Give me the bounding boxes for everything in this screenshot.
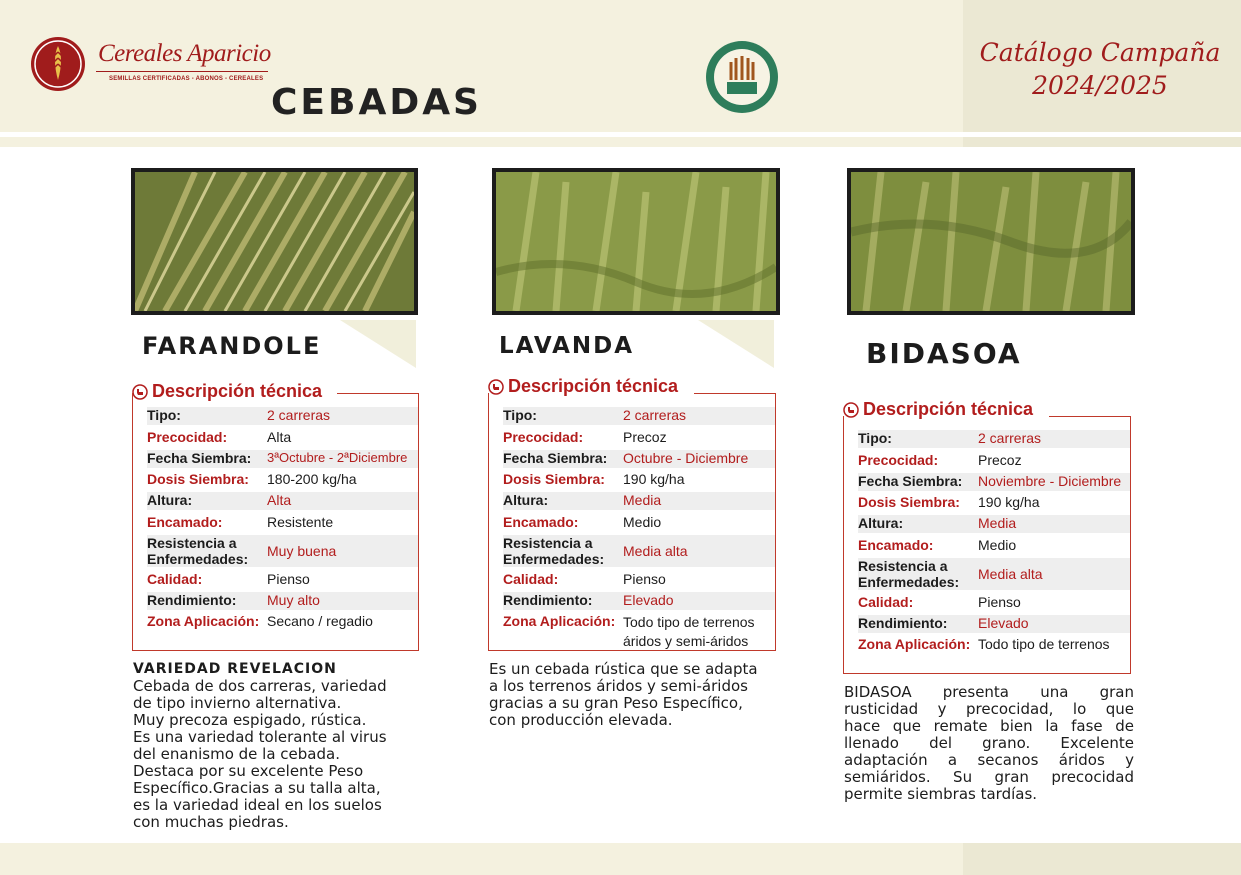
variety-name: BIDASOA: [866, 337, 1022, 370]
row-altura: [147, 492, 418, 510]
catalog-title: [964, 36, 1236, 102]
label-resistencia: [858, 558, 978, 590]
row-resistencia: [147, 535, 418, 567]
label-fecha: Fecha Siembra:: [858, 473, 963, 489]
label-altura: Altura:: [147, 492, 193, 508]
row-altura: [858, 515, 1130, 533]
label-resistencia: [147, 535, 267, 567]
value-altura: Media: [623, 492, 662, 508]
row-fecha: [858, 473, 1130, 491]
row-dosis: [858, 494, 1130, 512]
label-encamado: Encamado:: [858, 537, 934, 553]
label-encamado: Encamado:: [503, 514, 579, 530]
footer-band-right: [963, 843, 1241, 875]
row-fecha: [503, 450, 775, 468]
label-dosis: Dosis Siembra:: [503, 471, 605, 487]
value-zona: Secano / regadio: [267, 613, 373, 629]
row-tipo: [858, 430, 1130, 448]
row-resistencia: [503, 535, 775, 567]
desc-table: [488, 393, 776, 651]
variety-photo-lavanda: [492, 168, 780, 315]
row-resistencia: [858, 558, 1130, 590]
label-altura: Altura:: [858, 515, 904, 531]
value-encamado: Resistente: [267, 514, 334, 530]
label-precocidad: Precocidad:: [503, 429, 584, 445]
label-resistencia: [503, 535, 623, 567]
label-precocidad: Precocidad:: [858, 452, 939, 468]
row-calidad: [147, 571, 418, 589]
row-rendimiento: [503, 592, 775, 610]
row-encamado: [503, 514, 775, 532]
desc-line: Es un cebada rústica que se adapta: [489, 660, 758, 678]
desc-table-topline: [337, 393, 419, 394]
row-encamado: [147, 514, 418, 532]
label-encamado: Encamado:: [147, 514, 223, 530]
value-tipo: 2 carreras: [623, 407, 687, 423]
value-resistencia: Media alta: [623, 543, 688, 559]
desc-line: Cebada de dos carreras, variedad: [133, 677, 387, 695]
label-zona: Zona Aplicación:: [147, 613, 260, 629]
label-tipo: Tipo:: [858, 430, 892, 446]
brand-rule: [96, 71, 268, 72]
desc-line: Es una variedad tolerante al virus: [133, 728, 387, 746]
catalog-line-1: Catálogo Campaña: [979, 38, 1221, 67]
decorative-wedge: [340, 320, 416, 368]
desc-line: de tipo invierno alternativa.: [133, 694, 342, 712]
value-calidad: Pienso: [623, 571, 666, 587]
desc-line: llenado del grano. Excelente: [844, 734, 1134, 752]
value-rendimiento: Elevado: [978, 615, 1029, 631]
desc-line: rusticidad y precocidad, lo que: [844, 700, 1134, 718]
value-fecha: 3ªOctubre - 2ªDiciembre: [267, 450, 408, 465]
variety-photo-bidasoa: [847, 168, 1135, 315]
desc-line: semiáridos. Su gran precocidad: [844, 768, 1134, 786]
row-precocidad: [858, 452, 1130, 470]
value-zona: [623, 613, 755, 651]
label-calidad: Calidad:: [858, 594, 914, 610]
value-precocidad: Precoz: [623, 429, 667, 445]
row-encamado: [858, 537, 1130, 555]
label-resistencia-line2: Enfermedades:: [147, 551, 249, 567]
value-dosis: 190 kg/ha: [623, 471, 685, 487]
row-zona: [503, 613, 775, 649]
label-fecha: Fecha Siembra:: [503, 450, 608, 466]
label-tipo: Tipo:: [147, 407, 181, 423]
variety-name: FARANDOLE: [142, 332, 322, 360]
desc-heading-label: Descripción técnica: [863, 399, 1034, 419]
row-tipo: [503, 407, 775, 425]
label-rendimiento: Rendimiento:: [147, 592, 237, 608]
row-calidad: [858, 594, 1130, 612]
label-resistencia-line2: Enfermedades:: [858, 574, 960, 590]
desc-table-topline: [694, 393, 776, 394]
label-zona: Zona Aplicación:: [858, 636, 971, 652]
label-calidad: Calidad:: [147, 571, 203, 587]
row-rendimiento: [858, 615, 1130, 633]
value-calidad: Pienso: [267, 571, 310, 587]
section-title: CEBADAS: [271, 82, 482, 123]
value-dosis: 190 kg/ha: [978, 494, 1040, 510]
desc-line: Específico.Gracias a su talla alta,: [133, 779, 381, 797]
row-precocidad: [503, 429, 775, 447]
value-tipo: 2 carreras: [267, 407, 331, 423]
label-resistencia-line1: Resistencia a: [858, 558, 948, 574]
desc-line: gracias a su gran Peso Específico,: [489, 694, 743, 712]
desc-line: Destaca por su excelente Peso: [133, 762, 364, 780]
desc-heading-label: Descripción técnica: [508, 376, 679, 396]
value-dosis: 180-200 kg/ha: [267, 471, 357, 487]
row-zona: [858, 636, 1130, 654]
desc-line: permite siembras tardías.: [844, 785, 1038, 803]
label-resistencia-line1: Resistencia a: [503, 535, 593, 551]
desc-line: del enanismo de la cebada.: [133, 745, 340, 763]
row-altura: [503, 492, 775, 510]
value-precocidad: Alta: [267, 429, 292, 445]
value-zona-line1: Todo tipo de terrenos: [623, 614, 755, 630]
value-rendimiento: Elevado: [623, 592, 674, 608]
value-encamado: Medio: [623, 514, 662, 530]
brand-logo-icon: [30, 36, 86, 92]
row-precocidad: [147, 429, 418, 447]
value-fecha: Noviembre - Diciembre: [978, 473, 1122, 489]
value-altura: Alta: [267, 492, 292, 508]
row-fecha: [147, 450, 418, 468]
variety-description: [489, 661, 779, 729]
row-dosis: [147, 471, 418, 489]
variety-photo-farandole: [131, 168, 418, 315]
desc-line: BIDASOA presenta una gran: [844, 683, 1134, 701]
desc-table: [132, 393, 419, 651]
certification-seal-icon: [705, 40, 779, 114]
value-resistencia: Muy buena: [267, 543, 337, 559]
value-resistencia: Media alta: [978, 566, 1043, 582]
label-zona: Zona Aplicación:: [503, 613, 616, 629]
label-tipo: Tipo:: [503, 407, 537, 423]
label-rendimiento: Rendimiento:: [858, 615, 948, 631]
variety-description: [133, 661, 423, 831]
desc-line: a los terrenos áridos y semi-áridos: [489, 677, 748, 695]
value-zona: Todo tipo de terrenos: [978, 636, 1110, 652]
brand-name: Cereales Aparicio: [98, 40, 271, 67]
label-resistencia-line1: Resistencia a: [147, 535, 237, 551]
value-encamado: Medio: [978, 537, 1017, 553]
decorative-wedge: [698, 320, 774, 368]
variety-subhead: VARIEDAD REVELACION: [133, 661, 337, 677]
label-dosis: Dosis Siembra:: [858, 494, 960, 510]
label-dosis: Dosis Siembra:: [147, 471, 249, 487]
row-zona: [147, 613, 418, 631]
row-tipo: [147, 407, 418, 425]
label-precocidad: Precocidad:: [147, 429, 228, 445]
value-altura: Media: [978, 515, 1017, 531]
desc-line: es la variedad ideal en los suelos: [133, 796, 382, 814]
value-precocidad: Precoz: [978, 452, 1022, 468]
desc-table-topline: [1049, 416, 1131, 417]
label-altura: Altura:: [503, 492, 549, 508]
desc-line: hace que remate bien la fase de: [844, 717, 1134, 735]
value-calidad: Pienso: [978, 594, 1021, 610]
desc-table: [843, 416, 1131, 674]
label-rendimiento: Rendimiento:: [503, 592, 593, 608]
variety-description: [844, 684, 1134, 803]
row-calidad: [503, 571, 775, 589]
desc-line: con producción elevada.: [489, 711, 673, 729]
desc-line: adaptación a secanos áridos y: [844, 751, 1134, 769]
value-fecha: Octubre - Diciembre: [623, 450, 749, 466]
row-dosis: [503, 471, 775, 489]
row-rendimiento: [147, 592, 418, 610]
desc-line: con muchas piedras.: [133, 813, 289, 831]
label-calidad: Calidad:: [503, 571, 559, 587]
variety-name: LAVANDA: [499, 333, 635, 359]
brand-tagline: SEMILLAS CERTIFICADAS - ABONOS - CEREALES: [109, 76, 264, 82]
value-zona-line2: áridos y semi-áridos: [623, 633, 749, 649]
desc-line: Muy precoza espigado, rústica.: [133, 711, 367, 729]
value-rendimiento: Muy alto: [267, 592, 320, 608]
value-tipo: 2 carreras: [978, 430, 1042, 446]
header-stripe-right: [963, 137, 1241, 147]
label-resistencia-line2: Enfermedades:: [503, 551, 605, 567]
desc-heading-label: Descripción técnica: [152, 381, 323, 401]
catalog-line-2: 2024/2025: [1032, 71, 1168, 100]
label-fecha: Fecha Siembra:: [147, 450, 252, 466]
